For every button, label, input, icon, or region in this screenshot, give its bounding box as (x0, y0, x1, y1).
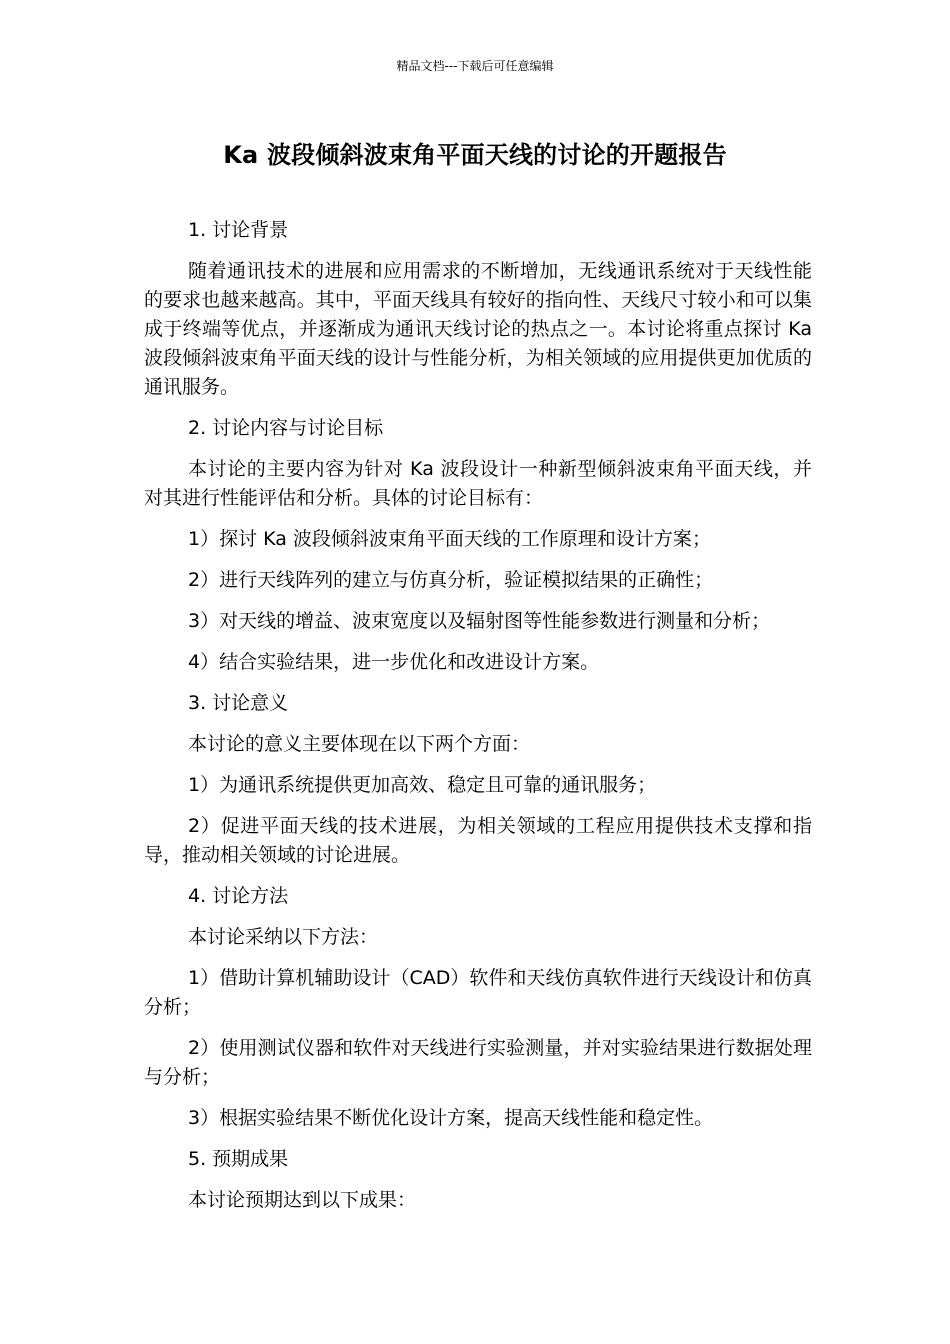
section-heading-outcomes: 5. 预期成果 (188, 1148, 289, 1170)
list-item-method-2: 2）使用测试仪器和软件对天线进行实验测量，并对实验结果进行数据处理与分析； (144, 1037, 812, 1088)
paragraph-content-goals: 本讨论的主要内容为针对 Ka 波段设计一种新型倾斜波束角平面天线，并对其进行性能评估和分析。具体的讨论目标有： (144, 458, 812, 509)
list-item-goal-4: 4）结合实验结果，进一步优化和改进设计方案。 (188, 651, 600, 673)
list-item-method-1: 1）借助计算机辅助设计（CAD）软件和天线仿真软件进行天线设计和仿真分析； (144, 967, 812, 1018)
document-title: Ka 波段倾斜波束角平面天线的讨论的开题报告 (223, 141, 727, 169)
list-item-significance-1: 1）为通讯系统提供更加高效、稳定且可靠的通讯服务； (188, 774, 657, 796)
paragraph-background: 随着通讯技术的进展和应用需求的不断增加，无线通讯系统对于天线性能的要求也越来越高。其中，平面天线具有较好的指向性、天线尺寸较小和可以集成于终端等优点，并逐渐成为通讯天线讨论的热点之一。本讨论将重点探讨 Ka 波段倾斜波束角平面天线的设计与性能分析，为相关领域的应用提供更加优质的通讯服务。 (144, 260, 812, 398)
paragraph-methods: 本讨论采纳以下方法： (188, 926, 379, 948)
list-item-significance-2: 2）促进平面天线的技术进展，为相关领域的工程应用提供技术支撑和指导，推动相关领域的讨论进展。 (144, 815, 812, 866)
section-heading-significance: 3. 讨论意义 (188, 692, 289, 714)
section-heading-background: 1. 讨论背景 (188, 219, 289, 241)
section-heading-methods: 4. 讨论方法 (188, 885, 289, 907)
list-item-goal-2: 2）进行天线阵列的建立与仿真分析，验证模拟结果的正确性； (188, 569, 714, 591)
section-heading-content-goals: 2. 讨论内容与讨论目标 (188, 417, 384, 439)
page-header: 精品文档---下载后可任意编辑 (396, 59, 554, 73)
list-item-goal-3: 3）对天线的增益、波束宽度以及辐射图等性能参数进行测量和分析； (188, 610, 771, 632)
list-item-goal-1: 1）探讨 Ka 波段倾斜波束角平面天线的工作原理和设计方案； (188, 528, 711, 550)
list-item-method-3: 3）根据实验结果不断优化设计方案，提高天线性能和稳定性。 (188, 1107, 714, 1129)
paragraph-significance: 本讨论的意义主要体现在以下两个方面： (188, 733, 531, 755)
document-body (144, 216, 812, 1227)
paragraph-outcomes: 本讨论预期达到以下成果： (188, 1189, 417, 1211)
